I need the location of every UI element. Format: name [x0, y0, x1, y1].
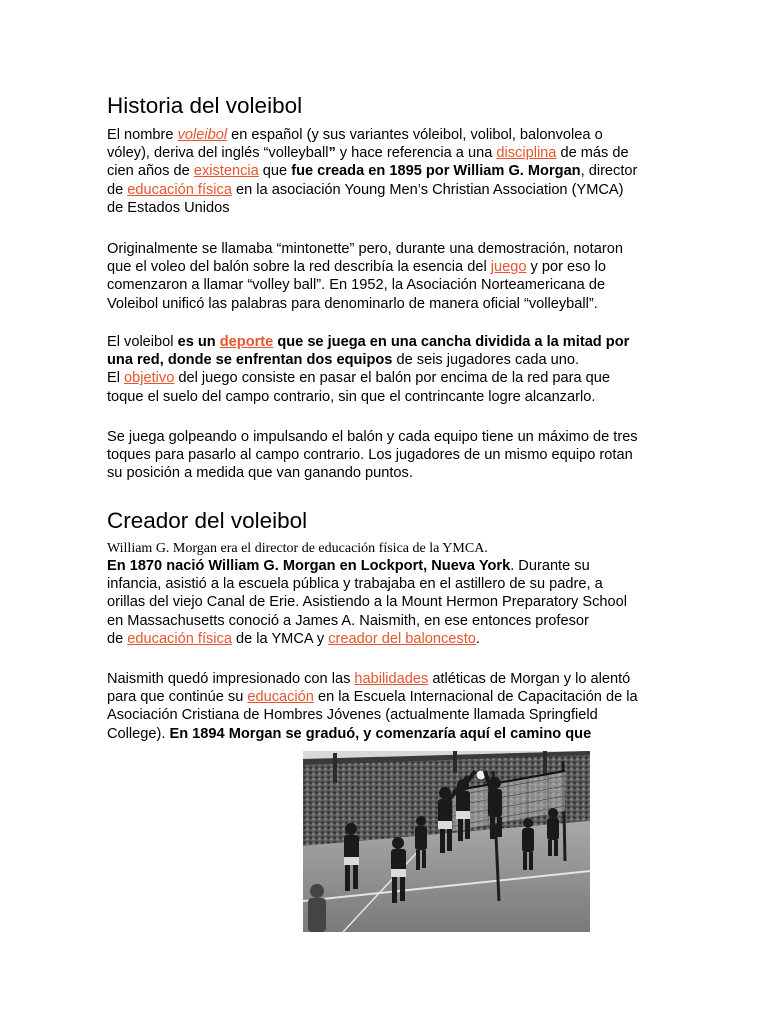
paragraph-reglas: Se juega golpeando o impulsando el balón y cada equipo tiene un máximo de tres toques para pasarlo al campo contrario. Los jugadores de un mismo equipo rotan su posición a medida que van ganando puntos. — [107, 429, 638, 482]
volleyball-photo — [303, 751, 590, 932]
link-disciplina[interactable]: disciplina — [496, 145, 557, 162]
heading-historia: Historia del voleibol — [107, 93, 303, 118]
link-educacion-fisica-2[interactable]: educación física — [127, 630, 232, 647]
link-voleibol[interactable]: voleibol — [177, 127, 228, 143]
link-deporte[interactable]: deporte — [219, 334, 274, 350]
paragraph-naismith: Naismith quedó impresionado con las habilidades atléticas de Morgan y lo alentó para que continúe su educación en la Escuela Internacional de Capacitación de la Asociación Cristiana de Hombres Jóvenes (actualmente llamada Springfield College). En 1894 Morgan se graduó, y comenzaría aquí el camino que — [107, 671, 638, 742]
link-educacion-fisica[interactable]: educación física — [127, 181, 232, 198]
paragraph-mintonette: Originalmente se llamaba “mintonette” pero, durante una demostración, notaron que el voleo del balón sobre la red describía la esencia del juego y por eso lo comenzaron a llamar “volley ball”. En 1952, la Asociación Norteamericana de Voleibol unificó las palabras para denominarlo de manera oficial “volleyball”. — [107, 241, 623, 312]
paragraph-nacimiento: En 1870 nació William G. Morgan en Lockport, Nueva York. Durante su infancia, asistió a la escuela pública y trabajaba en el astillero de su padre, a orillas del viejo Canal de Erie. Asistiendo a la Mount Hermon Preparatory School en Massachusetts conoció a James A. Naismith, en ese entonces profesor de educación física de la YMCA y creador del baloncesto. — [107, 558, 627, 647]
link-objetivo[interactable]: objetivo — [124, 370, 175, 387]
heading-creador: Creador del voleibol — [107, 508, 308, 533]
link-juego[interactable]: juego — [490, 259, 527, 276]
link-creador-baloncesto[interactable]: creador del baloncesto — [328, 630, 476, 647]
paragraph-deporte: El voleibol es un deporte que se juega en una cancha dividida a la mitad por una red, donde se enfrentan dos equipos de seis jugadores cada uno. El objetivo del juego consiste en pasar el balón por encima de la red para que toque el suelo del campo contrario, sin que el contrincante logre alcanzarlo. — [107, 334, 630, 405]
link-existencia[interactable]: existencia — [193, 163, 259, 180]
caption-morgan: William G. Morgan era el director de educación física de la YMCA. — [107, 541, 488, 556]
link-educacion[interactable]: educación — [247, 689, 314, 706]
volleyball-photo-illustration — [303, 751, 590, 932]
paragraph-nombre: El nombre voleibol en español (y sus variantes vóleibol, volibol, balonvolea o vóley), deriva del inglés “volleyball” y hace referencia a una disciplina de más de cien años de existencia que fue creada en 1895 por William G. Morgan, director de educación física en la asociación Young Men’s Christian Association (YMCA) de Estados Unidos — [107, 127, 638, 216]
link-habilidades[interactable]: habilidades — [354, 671, 429, 687]
